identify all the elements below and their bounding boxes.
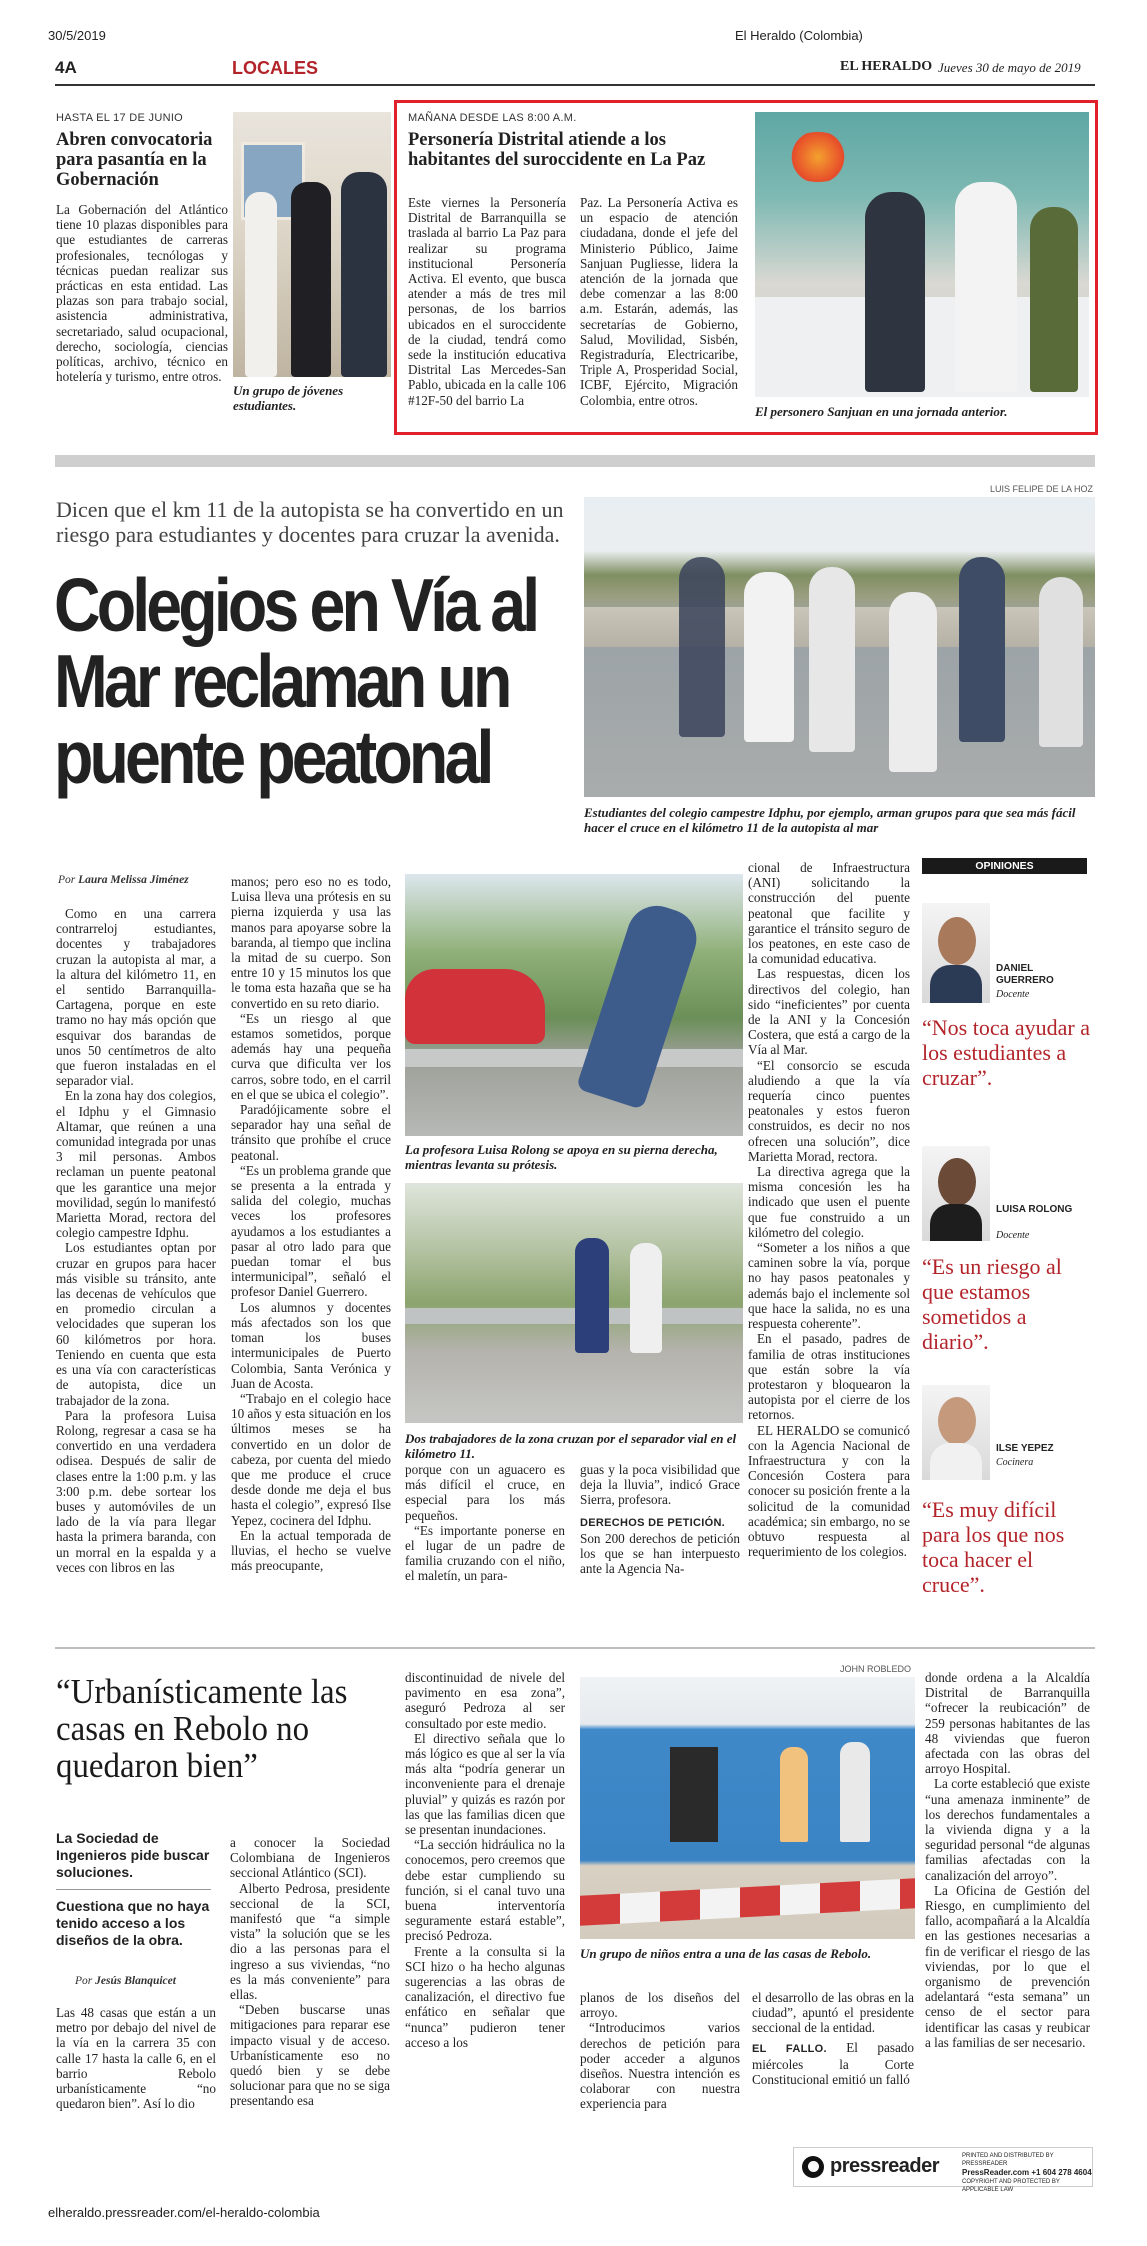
student-figure [809,567,855,752]
article-body: La Gobernación del Atlántico tiene 10 plazas disponibles para que estudiantes de carreras profesionales, tecnólogas y técnicas puedan realizar sus prácticas en esta entidad. Las plazas son para trabajo social, asistencia administrativa, secretariado, salud ocupacional, derecho, sociología, ciencias políticas, archivo, técnico en hotelería y turismo, entre otros. [56,202,228,385]
avatar [922,1146,990,1241]
dek: Dicen que el km 11 de la autopista se ha convertido en un riesgo para estudiantes y docentes para cruzar la avenida. [56,497,564,547]
main-column-5: cional de Infraestructura (ANI) solicitando la construcción del puente peatonal que facilite y garantice el tránsito seguro de los peatones, en este caso de la comunidad educativa. Las respuestas, dicen los directivos del colegio, han sido “ineficientes” por cuenta de la ANI y la Concesión Costera, que está a cargo de la Vía al Mar. “El consorcio se escuda aludiendo a que la vía requería cinco puentes peatonales y estos fueron construidos, es decir no nos ofrecen una solución”, dice Marietta Morad, rectora. La directiva agrega que la misma concesión les ha indicado que usen el puente que fue construido a un kilómetro del colegio. “Someter a los niños a que caminen sobre la vía, porque no hay pasos peatonales y además bajo el inclemente sol que hace la salida, no es una respuesta coherente”. En el pasado, padres de familia de otras instituciones que están sobre la vía protestaron y bloquearon la autopista por el cierre de los retornos. EL HERALDO se comunicó con la Agencia Nacional de Infraestructura y con la Concesión Costera para conocer su posición frente a la solicitud de la comunidad académica; sin embargo, no se obtuvo respuesta al requerimiento de los colegios. [748,860,910,1560]
shoulders [930,1204,982,1241]
photo-caption: Dos trabajadores de la zona cruzan por el separador vial en el kilómetro 11. [405,1431,737,1461]
article-column: Este viernes la Personería Distrital de Barranquilla se traslada al barrio La Paz para realizar su programa institucional Personería Activa. El evento, que busca atender a más de tres mil personas, de los barrios ubicados en el suroccidente de la ciudad, tendrá como sede la institución educativa Distrital Las Mercedes-San Pablo, ubicada en la calle 106 #12F-50 del barrio La [408,195,566,408]
opinion-name: LUISA ROLONG [996,1204,1073,1215]
rebolo-column-3: discontinuidad de nivele del pavimento en esa zona”, aseguró Pedroza al ser consultado por este medio. El directivo señala que lo más lógico es que al ser la vía más alta “podría generar un inconveniente para el drenaje pluvial” y quizás es razón por las que las familias dicen que se presentan inundaciones. “La sección hidráulica no la conocemos, pero creemos que debe estar cumpliendo su función, si el canal tuvo una buena interventoría seguramente estará estable”, precisó Pedroza. Frente a la consulta si la SCI hizo o ha hecho algunas sugerencias a las obras de canalización, el directivo fue enfático en señalar que “nunca” pudieron tener acceso a los [405,1670,565,2050]
photo-caption: El personero Sanjuan en una jornada anterior. [755,404,1008,419]
guardrail [405,1308,743,1324]
worker-figure [575,1238,609,1353]
opinion-name: DANIEL GUERRERO [996,963,1054,986]
child-figure [840,1742,870,1842]
article-title: Personería Distrital atiende a los habitantes del suroccidente en La Paz [408,130,706,170]
person-figure [245,192,277,377]
print-source: El Heraldo (Colombia) [735,28,863,43]
photo-personero [755,112,1089,397]
divider [55,1647,1095,1649]
rebolo-column-1: Las 48 casas que están a un metro por debajo del nivel de la vía en la carrera 35 con calle 17 hasta la calle 6, en el barrio Rebolo urbanísticamente “no quedaron bien”. Así lo dio [56,2005,216,2112]
pressreader-notice: PRINTED AND DISTRIBUTED BY PRESSREADER PressReader.com +1 604 278 4604 COPYRIGHT AND PROTECTED BY APPLICABLE LAW [962,2153,1092,2193]
photo-students [233,112,391,377]
main-headline: Colegios en Vía al Mar reclaman un puente peatonal [54,563,537,799]
subhead: EL FALLO. [752,2042,827,2055]
main-column-4: guas y la poca visibilidad que deja la lluvia”, indicó Grace Sierra, profesora. DERECHOS DE PETICIÓN. Son 200 derechos de petición los que se han interpuesto ante la Agencia Na- [580,1462,740,1577]
face [938,1397,976,1445]
main-column-2: manos; pero eso no es todo, Luisa lleva una prótesis en su pierna izquierda y usa las manos para apoyarse sobre la baranda, al tiempo que inclina la mitad de su cuerpo. Son entre 10 y 15 minutos los que le toma esta hazaña que se ha convertido en su reto diario. “Es un riesgo al que estamos sometidos, porque además hay una pequeña curva que dificulta ver los carros, sobre todo, en el carril en el que se ubica el colegio”. Paradójicamente sobre el separador hay una señal de tránsito que prohíbe el cruce peatonal. “Es un problema grande que se presenta a la entrada y salida del colegio, muchas veces los profesores ayudamos a los estudiantes a pasar al otro lado para que puedan tomar el bus intermunicipal”, señaló el profesor Daniel Guerrero. Los alumnos y docentes más afectados son los que toman los buses intermunicipales de Puerto Colombia, Santa Verónica y Juan de Acosta. “Trabajo en el colegio hace 10 años y esta situación en los últimos meses se ha convertido en un dolor de cabeza, por cuenta del miedo que me produce el cruce desde donde me deja el bus hasta el colegio”, expresó Ilse Yepez, cocinera del Idphu. En la actual temporada de lluvias, el hecho se vuelve más preocupante, [231,874,391,1574]
print-date: 30/5/2019 [48,28,106,43]
paper-name: EL HERALDO [840,59,933,74]
kicker: HASTA EL 17 DE JUNIO [56,112,184,124]
face [938,1158,976,1206]
opinion-role: Cocinera [996,1457,1034,1468]
student-figure [744,572,794,742]
photo-caption: Un grupo de niños entra a una de las casas de Rebolo. [580,1946,872,1961]
photo-rebolo-house [580,1677,915,1939]
student-figure [1039,577,1083,747]
main-column-3: porque con un aguacero es más difícil el cruce, en especial para los más pequeños. “Es importante ponerse en el lugar de un padre de familia cruzando con el niño, el maletín, un para- [405,1462,565,1584]
rebolo-column-4: planos de los diseños del arroyo. “Introducimos varios derechos de petición para poder acceder a algunos diseños. Nuestra intención es colaborar con nuestra experiencia para [580,1990,740,2112]
door [670,1747,718,1842]
page-number: 4A [55,58,77,77]
person-figure [955,182,1017,392]
byline: Por Jesús Blanquicet [75,1975,176,1987]
photo-caption: Un grupo de jóvenes estudiantes. [233,383,344,413]
student-figure [679,557,725,737]
pressreader-logo: pressreader [830,2155,940,2177]
article-title: Abren convocatoria para pasantía en la Gobernación [56,130,213,190]
person-figure [341,172,387,377]
pressreader-icon [802,2156,824,2178]
opinion-role: Docente [996,989,1030,1000]
opinion-quote: “Es un riesgo al que estamos sometidos a diario”. [922,1254,1062,1354]
rebolo-headline: “Urbanísticamente las casas en Rebolo no quedaron bien” [56,1672,348,1785]
child-figure [780,1747,808,1842]
paper-date: Jueves 30 de mayo de 2019 [938,60,1081,75]
main-column-1: Como en una carrera contrarreloj estudiantes, docentes y trabajadores cruzan la autopista al mar, a la altura del kilómetro 11, en el sentido Barranquilla-Cartagena, porque en este tramo no hay más opción que esquivar dos barandas de unos 50 centímetros de alto que fueron instaladas en el separador vial. En la zona hay dos colegios, el Idphu y el Gimnasio Altamar, que reúnen a una comunidad integrada por unas 3 mil personas. Ambos reclaman un puente peatonal que les garantice una mejor movilidad, según lo manifestó Marietta Morad, rectora del colegio campestre Idphu. Los estudiantes optan por cruzar en grupos para hacer más visible su tránsito, ante las decenas de vehículos que en promedio circulan a velocidades que superan los 60 kilómetros por hora. Teniendo en cuenta que esta es una vía con características de autopista, dice un trabajador de la zona. Para la profesora Luisa Rolong, regresar a casa se ha convertido en una verdadera odisea. Después de salir de clases entre la 1:00 p.m. y las 3:00 p.m. debe sortear los buses y automóviles de un lado de la vía para llegar hasta la primera baranda, con un morral en la espalda y a veces con libros en las [56,906,216,1575]
article-column: Paz. La Personería Activa es un espacio de atención ciudadana, donde el jefe del Ministerio Público, Jaime Sanjuan Pugliesse, lidera la atención de la jornada que debe comenzar a las 8:00 a.m. Estarán, además, las secretarías de Gobierno, Salud, Movilidad, Sisbén, Registraduría, Electricaribe, Triple A, Prosperidad Social, ICBF, Ejército, Migración Colombia, entre otros. [580,195,738,408]
balloons [783,132,853,182]
photo-caption: Estudiantes del colegio campestre Idphu, por ejemplo, arman grupos para que sea más fácil hacer el cruce en el kilómetro 11 de la autopista al mar [584,805,1076,835]
student-figure [959,557,1005,742]
photo-students-crossing [584,497,1095,797]
curb [580,1878,915,1926]
divider [56,1889,211,1890]
rebolo-column-6: donde ordena a la Alcaldía Distrital de Barranquilla “ofrecer la reubicación” de 259 personas habitantes de las 48 viviendas que fueron afectada con las obras del arroyo Hospital. La corte estableció que existe “una amenaza inminente” de los derechos fundamentales a la vivienda digna y a la seguridad personal “de algunas familias afectadas con la canalización del arroyo”. La Oficina de Gestión del Riesgo, en cumplimiento del fallo, acompañará a la Alcaldía en las gestiones necesarias a fin de verificar el riesgo de las viviendas, por lo que el organismo de prevención adelantará “esta semana” un censo de el sector para identificar las casas y reubicar a las familias de ser necesario. [925,1670,1090,2050]
guardrail [405,1049,743,1067]
avatar [922,903,990,1003]
opinion-name: ILSE YEPEZ [996,1443,1054,1454]
summary-point: Cuestiona que no haya tenido acceso a los diseños de la obra. [56,1898,210,1948]
print-url: elheraldo.pressreader.com/el-heraldo-colombia [48,2205,320,2220]
teacher-figure [576,898,704,1110]
shoulders [930,965,982,1003]
photo-credit: LUIS FELIPE DE LA HOZ [990,484,1094,494]
divider [55,455,1095,467]
worker-figure [630,1243,662,1353]
shoulders [930,1443,982,1480]
student-figure [889,592,937,772]
article-personeria [408,112,738,170]
photo-credit: JOHN ROBLEDO [840,1664,912,1674]
subhead: DERECHOS DE PETICIÓN. [580,1516,726,1529]
summary-point: La Sociedad de Ingenieros pide buscar soluciones. [56,1830,210,1880]
opiniones-header: OPINIONES [922,858,1087,874]
article-pasantia [56,112,228,384]
opinion-quote: “Es muy difícil para los que nos toca hacer el cruce”. [922,1497,1065,1597]
pressreader-badge [793,2147,1093,2193]
rebolo-column-2: a conocer la Sociedad Colombiana de Ingenieros seccional Atlántico (SCI). Alberto Pedrosa, presidente seccional de la SCI, manifestó que “a simple vista” la solución que se les dio a las personas para el ingreso a sus viviendas, “no es la más conveniente” para ellas. “Deben buscarse unas mitigaciones para reparar ese impacto visual y de acceso. Urbanísticamente eso no quedó bien y se debe solucionar para que no se siga presentando esa [230,1835,390,2109]
opinion-quote: “Nos toca ayudar a los estudiantes a cruzar”. [922,1015,1090,1090]
person-figure [291,182,331,377]
red-car [405,969,545,1044]
face [938,917,976,965]
kicker: MAÑANA DESDE LAS 8:00 A.M. [408,112,577,124]
photo-caption: La profesora Luisa Rolong se apoya en su pierna derecha, mientras levanta su prótesis. [405,1142,718,1172]
photo-teacher [405,874,743,1136]
person-figure [865,192,925,392]
rebolo-column-5: el desarrollo de las obras en la ciudad”, apuntó el presidente seccional de la entidad. EL FALLO. El pasado miércoles la Corte Constitucional emitió un falló [752,1990,914,2088]
section-name: LOCALES [232,58,319,78]
avatar [922,1385,990,1480]
person-figure [1030,207,1078,392]
photo-workers [405,1183,743,1423]
byline: Por Laura Melissa Jiménez [58,874,189,886]
opinion-role: Docente [996,1230,1030,1241]
masthead [55,56,1095,86]
